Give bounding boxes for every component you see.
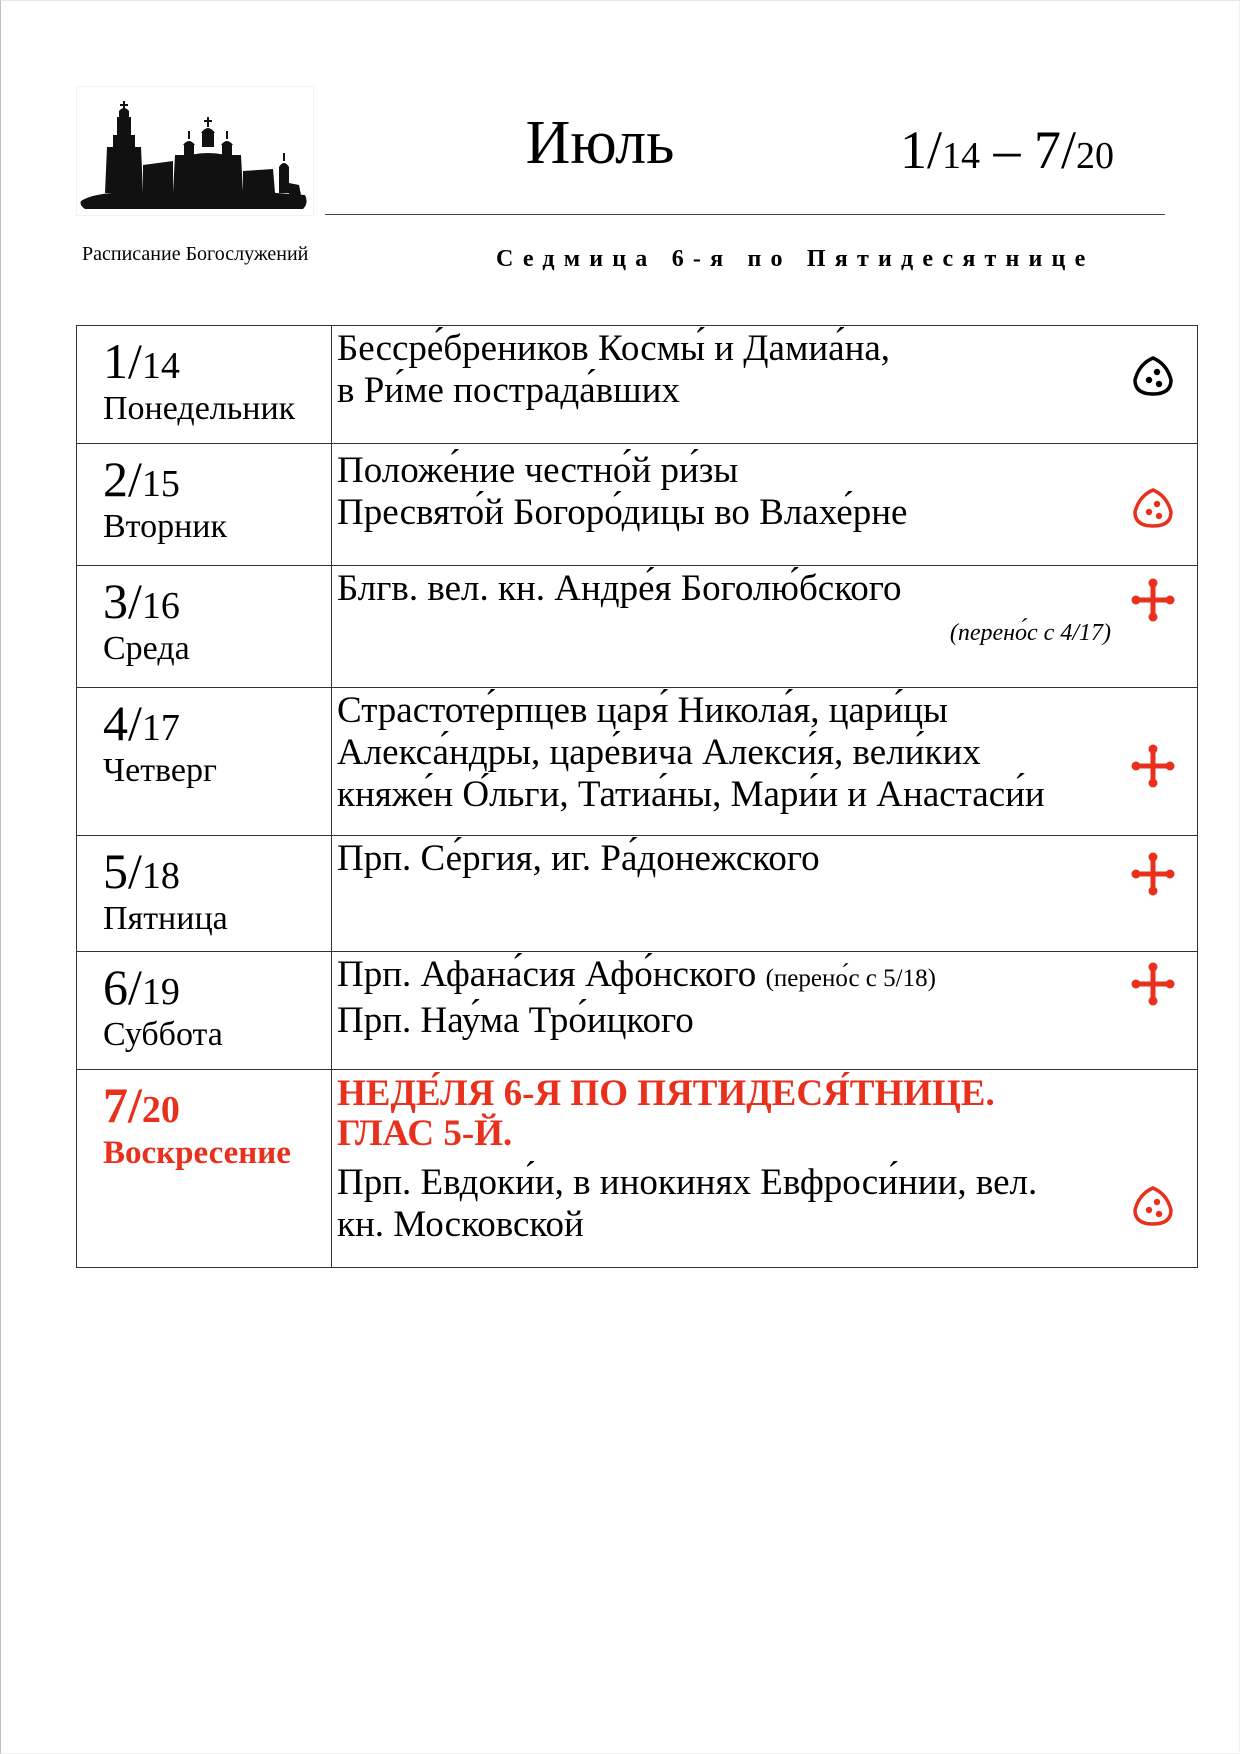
feast-text (332, 566, 1197, 610)
range-dash: – (980, 120, 1035, 180)
weekday-name: Пятница (103, 900, 228, 937)
weekday-name: Среда (103, 630, 190, 667)
polyeleos-cross-icon (1131, 852, 1175, 896)
church-silhouette-logo (76, 86, 314, 216)
range-end-day: 7/ (1034, 120, 1077, 180)
six-service-icon (1131, 1184, 1175, 1228)
feast-text (332, 444, 1197, 534)
table-row (77, 326, 1198, 444)
feast-line: кн. Московской (337, 1204, 584, 1245)
sunday-title-line: НЕДЕ́ЛЯ 6-Я ПО ПЯТИДЕСЯ́ТНИЦЕ. (337, 1073, 995, 1114)
feast-line: в Ри́ме пострада́вших (337, 370, 680, 411)
range-end-new: 20 (1076, 135, 1115, 177)
sunday-title (332, 1070, 1197, 1154)
feast-line (337, 954, 1137, 1000)
feast-cell (332, 952, 1198, 1070)
day-cell (77, 326, 332, 444)
table-row (77, 952, 1198, 1070)
transfer-note: (перено́с с 5/18) (765, 965, 936, 992)
sunday-title-line: ГЛАС 5-Й. (337, 1113, 513, 1154)
feast-line: княже́н О́льги, Татиа́ны, Мари́и и Анастаси́и (337, 774, 1045, 815)
feast-line: Бессре́бреников Космы́ и Дамиа́на, (337, 328, 891, 369)
polyeleos-cross-icon (1131, 744, 1175, 788)
table-row (77, 1070, 1198, 1268)
day-number: 6/19 (103, 959, 180, 1015)
feast-cell (332, 326, 1198, 444)
month-title: Июль (525, 109, 675, 177)
range-start-new: 14 (942, 135, 981, 177)
date-range (900, 118, 1140, 188)
feast-text (332, 952, 1197, 1042)
day-cell (77, 566, 332, 688)
weekday-name: Вторник (103, 508, 227, 545)
feast-line: Пресвято́й Богоро́дицы во Влахе́рне (337, 492, 908, 533)
schedule-subtitle: Расписание Богослужений (82, 243, 309, 265)
six-service-icon (1131, 354, 1175, 398)
feast-line: Прп. Се́ргия, иг. Ра́донежского (337, 838, 820, 879)
feast-cell (332, 1070, 1198, 1268)
feast-cell (332, 444, 1198, 566)
day-number: 1/14 (103, 333, 180, 389)
day-number: 5/18 (103, 843, 180, 899)
table-row (77, 566, 1198, 688)
feast-line: Алекса́ндры, царе́вича Алекси́я, вели́ких (337, 732, 981, 773)
weekday-name: Понедельник (103, 390, 296, 427)
feast-cell (332, 566, 1198, 688)
polyeleos-cross-icon (1131, 578, 1175, 622)
table-row (77, 688, 1198, 836)
feast-text (332, 688, 1197, 816)
feast-text (332, 836, 1197, 880)
day-cell (77, 952, 332, 1070)
feast-line: Прп. Евдоки́и, в инокинях Евфроси́нии, вел. (337, 1162, 1038, 1203)
day-number: 2/15 (103, 451, 180, 507)
weekday-name: Суббота (103, 1016, 223, 1053)
weekday-name: Воскресение (103, 1135, 291, 1171)
schedule-table (76, 325, 1198, 1268)
day-number: 4/17 (103, 695, 180, 751)
feast-line: Положе́ние честно́й ри́зы (337, 450, 739, 491)
feast-line-main: Прп. Афана́сия Афо́нского (337, 954, 757, 995)
feast-line: Прп. Нау́ма Тро́ицкого (337, 1000, 694, 1041)
range-start-day: 1/ (900, 120, 943, 180)
feast-line: Страстоте́рпцев царя́ Никола́я, цари́цы (337, 690, 948, 731)
header-rule (325, 214, 1165, 215)
day-cell (77, 688, 332, 836)
day-cell (77, 444, 332, 566)
day-number: 3/16 (103, 573, 180, 629)
week-title: Седмица 6-я по Пятидесятнице (496, 246, 1095, 272)
table-row (77, 444, 1198, 566)
day-cell (77, 1070, 332, 1268)
day-number: 7/20 (103, 1077, 180, 1133)
six-service-icon (1131, 486, 1175, 530)
feast-text (332, 326, 1197, 412)
feast-cell (332, 688, 1198, 836)
day-cell (77, 836, 332, 952)
feast-cell (332, 836, 1198, 952)
polyeleos-cross-icon (1131, 962, 1175, 1006)
feast-line: Блгв. вел. кн. Андре́я Боголю́бского (337, 568, 902, 609)
feast-text (332, 1154, 1197, 1246)
weekday-name: Четверг (103, 752, 217, 789)
table-row (77, 836, 1198, 952)
transfer-note: (перено́с с 4/17) (949, 620, 1111, 646)
